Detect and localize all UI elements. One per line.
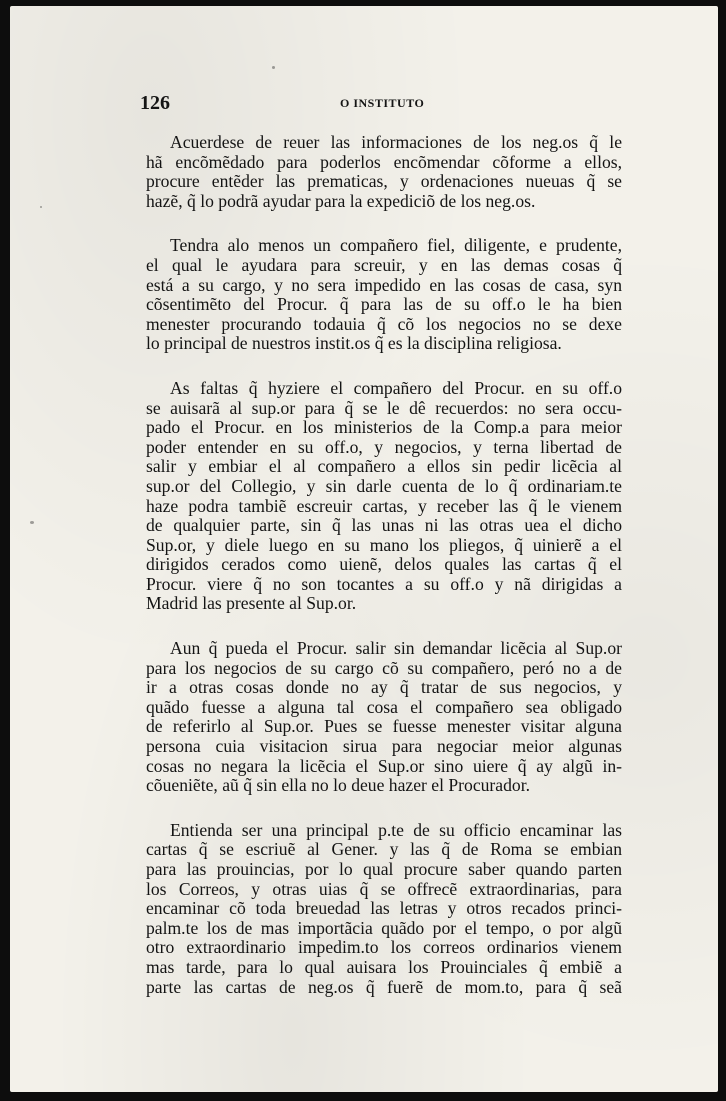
- paragraph: [146, 236, 622, 354]
- body-text: [146, 133, 622, 997]
- text-line: palm.te los de mas importãcia quãdo por el tempo, o por algũ: [146, 917, 622, 938]
- text-line: para las prouincias, por lo qual procure saber quando parten: [146, 859, 622, 879]
- text-line: cosas no negara la licẽcia el Sup.or sino uiere q̃ ay algũ in-: [146, 755, 622, 776]
- text-line: salir y embiar el al compañero a ellos sin pedir licẽcia al: [146, 456, 622, 477]
- text-line: encaminar cõ toda breuedad las letras y otros recados princi-: [146, 898, 622, 919]
- paragraph-gap: [146, 354, 622, 379]
- text-line: Entienda ser una principal p.te de su officio encaminar las: [170, 819, 622, 840]
- text-line: Tendra alo menos un compañero fiel, diligente, e prudente,: [170, 235, 622, 256]
- text-line: se auisarã al sup.or para q̃ se le dê recuerdos: no sera occu-: [146, 397, 622, 418]
- text-line: Procur. viere q̃ no son tocantes a su off.o y nã dirigidas a: [146, 573, 622, 594]
- running-head: O INSTITUTO: [340, 96, 425, 110]
- text-line: menester procurando todauia q̃ cõ los negocios no se dexe: [146, 313, 622, 334]
- paragraph-gap: [146, 796, 622, 821]
- text-line: hazẽ, q̃ lo podrã ayudar para la expediciõ de los neg.os.: [146, 190, 536, 211]
- text-line: pado el Procur. en los ministerios de la Comp.a para meior: [146, 417, 622, 438]
- text-line: cõueniẽte, aũ q̃ sin ella no lo deue hazer el Procurador.: [146, 775, 530, 796]
- paragraph: [146, 379, 622, 614]
- paragraph: [146, 639, 622, 796]
- text-line: Madrid las presente al Sup.or.: [146, 593, 357, 614]
- ink-speck: [272, 66, 275, 69]
- ink-speck: [30, 521, 34, 524]
- text-line: cartas q̃ se escriuẽ al Gener. y las q̃ de Roma se embian: [146, 839, 622, 860]
- text-line: Acuerdese de reuer las informaciones de los neg.os q̃ le: [170, 132, 622, 152]
- page-number: 126: [140, 92, 170, 114]
- text-line: está a su cargo, y no sera impedido en las cosas de casa, syn: [146, 274, 622, 295]
- paragraph-gap: [146, 614, 622, 639]
- text-line: otro extraordinario impedim.to los correos ordinarios vienem: [146, 937, 622, 958]
- text-line: Sup.or, y diele luego en su mano los pliegos, q̃ uinierẽ a el: [146, 534, 622, 555]
- paragraph: [146, 133, 622, 211]
- page-header: [140, 92, 450, 116]
- text-line: hã encõmẽdado para poderlos encõmendar cõforme a ellos,: [146, 151, 622, 172]
- text-line: poder entender en su off.o, y negocios, y terna libertad de: [146, 436, 622, 457]
- text-line: mas tarde, para lo qual auisara los Prouinciales q̃ embiẽ a: [146, 956, 622, 977]
- text-line: el qual le ayudara para screuir, y en las demas cosas q̃: [146, 254, 622, 275]
- text-line: cõsentimẽto del Procur. q̃ para las de su off.o le ha bien: [146, 294, 622, 315]
- paragraph-gap: [146, 211, 622, 236]
- text-line: de qualquier parte, sin q̃ las unas ni las otras uea el dicho: [146, 515, 622, 536]
- text-line: haze podra tambiẽ escreuir cartas, y receber las q̃ le vienem: [146, 495, 622, 516]
- text-line: lo principal de nuestros instit.os q̃ es la disciplina religiosa.: [146, 333, 562, 354]
- paragraph: [146, 821, 622, 997]
- text-line: los Correos, y otras uias q̃ se offrecẽ extraordinarias, para: [146, 878, 622, 899]
- text-line: sup.or del Collegio, y sin darle cuenta de lo q̃ ordinariam.te: [146, 475, 622, 496]
- ink-speck: [40, 206, 42, 208]
- text-line: quãdo fuesse a alguna tal cosa el compañero sea obligado: [146, 696, 622, 717]
- text-line: parte las cartas de neg.os q̃ fuerẽ de mom.to, para q̃ seã: [146, 976, 622, 997]
- text-line: de referirlo al Sup.or. Pues se fuesse menester visitar alguna: [146, 716, 622, 737]
- text-line: As faltas q̃ hyziere el compañero del Procur. en su off.o: [170, 377, 622, 398]
- text-line: Aun q̃ pueda el Procur. salir sin demandar licẽcia al Sup.or: [170, 638, 622, 659]
- text-line: procure entẽder las prematicas, y ordenaciones nueuas q̃ se: [146, 171, 622, 192]
- text-line: para los negocios de su cargo cõ su compañero, peró no a de: [146, 657, 622, 678]
- text-line: persona cuia visitacion sirua para negociar meior algunas: [146, 736, 622, 757]
- text-line: dirigidos cerados como uienẽ, delos quales las cartas q̃ el: [146, 554, 622, 575]
- text-line: ir a otras cosas donde no ay q̃ tratar de sus negocios, y: [146, 677, 622, 698]
